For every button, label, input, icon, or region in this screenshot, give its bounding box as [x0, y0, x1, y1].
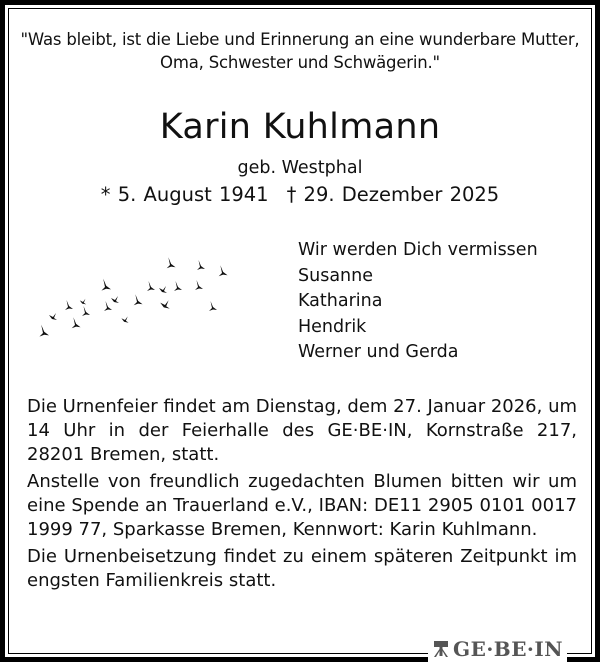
donation-paragraph: Anstelle von freundlich zugedachten Blumen bitten wir um eine Spende an Trauerland e.V., IBAN: DE11 2905 0101 0017 1999 77, Sparkasse Bremen, Kennwort: Karin Kuhlmann.	[27, 471, 577, 540]
mourner-name: Katharina	[298, 291, 383, 311]
notice-details	[27, 395, 577, 596]
memorial-quote	[0, 28, 600, 74]
quote-line-2: Oma, Schwester und Schwägerin."	[160, 53, 440, 72]
funeral-service-paragraph: Die Urnenfeier findet am Dienstag, dem 27. Januar 2026, um 14 Uhr in der Feierhalle des GE·BE·IN, Kornstraße 217, 28201 Bremen, statt.	[27, 396, 578, 465]
death-date: † 29. Dezember 2025	[286, 183, 500, 206]
logo-text: GE·BE·IN	[453, 637, 564, 661]
life-dates	[0, 183, 600, 207]
mourners-block	[298, 238, 538, 366]
burial-paragraph: Die Urnenbeisetzung findet zu einem späteren Zeitpunkt im engsten Familienkreis statt.	[27, 546, 577, 591]
gebein-logo	[428, 636, 567, 662]
mourner-name: Werner und Gerda	[298, 342, 459, 362]
flying-birds-icon	[20, 240, 260, 350]
birth-date: * 5. August 1941	[100, 183, 269, 206]
deceased-name: Karin Kuhlmann	[159, 107, 441, 147]
mourner-name: Hendrik	[298, 316, 367, 337]
mourner-name: Susanne	[298, 265, 373, 286]
quote-line-1: "Was bleibt, ist die Liebe und Erinnerung an eine wunderbare Mutter,	[20, 30, 580, 49]
maiden-name: geb. Westphal	[237, 158, 363, 178]
mourners-intro: Wir werden Dich vermissen	[298, 240, 538, 260]
gebein-figure-icon	[432, 640, 450, 658]
